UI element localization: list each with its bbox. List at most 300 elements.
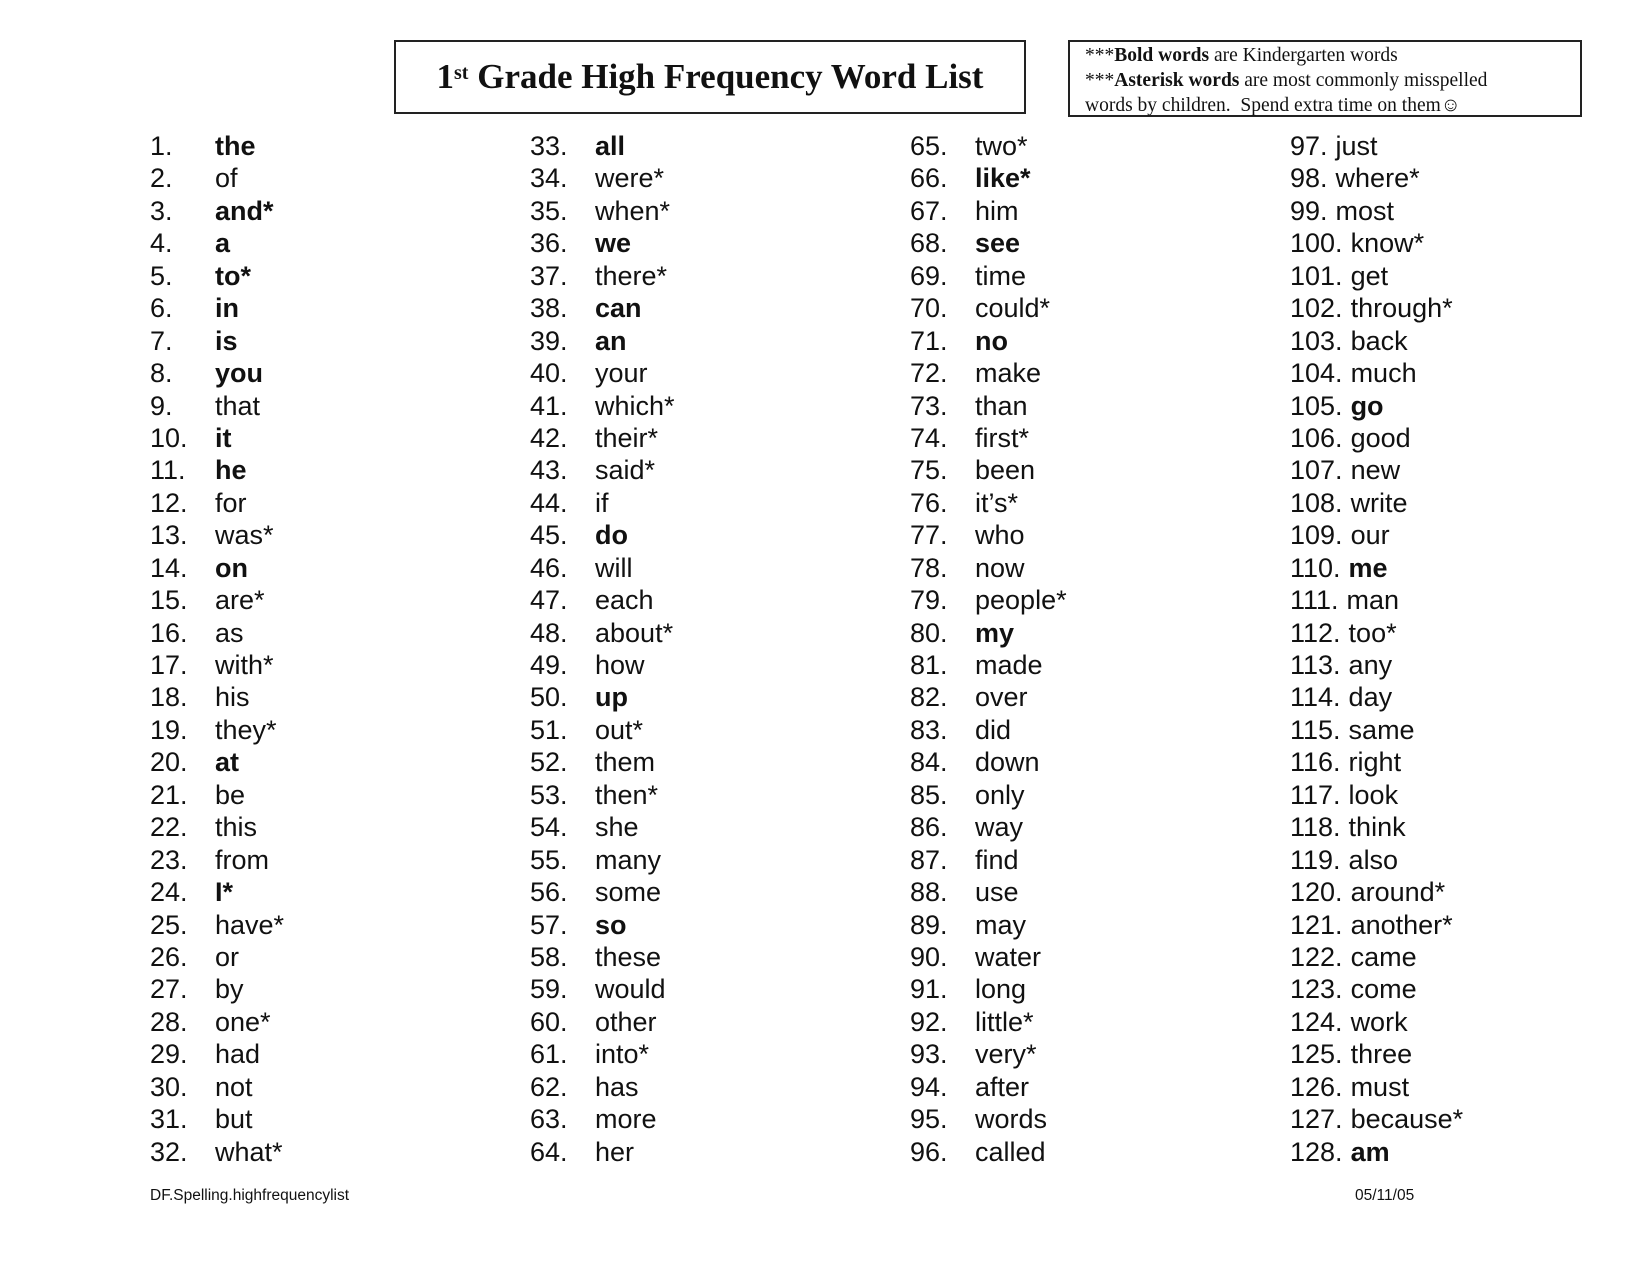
word-text: which* <box>595 390 675 421</box>
word-text: been <box>975 455 1036 486</box>
word-list-item <box>530 487 675 519</box>
word-number: 103. <box>1290 325 1343 356</box>
word-number: 76. <box>910 487 948 518</box>
word-text-bold: go <box>1350 390 1384 421</box>
word-list-item <box>150 552 284 584</box>
word-number: 93. <box>910 1039 948 1070</box>
word-number: 41. <box>530 390 568 421</box>
word-number: 73. <box>910 390 948 421</box>
word-text: them <box>595 747 656 778</box>
word-number: 30. <box>150 1071 188 1102</box>
word-number: 123. <box>1290 974 1343 1005</box>
word-text: too* <box>1348 617 1397 648</box>
word-list-item <box>1290 292 1463 324</box>
word-list-item <box>910 876 1067 908</box>
word-list-item <box>910 811 1067 843</box>
word-list-item <box>150 746 284 778</box>
word-number: 66. <box>910 163 948 194</box>
word-list-item <box>150 519 284 551</box>
word-list-item <box>530 681 675 713</box>
note-line-2-rest: are most commonly misspelled <box>1239 70 1488 91</box>
word-list-item <box>910 390 1067 422</box>
word-text: would <box>595 974 666 1005</box>
word-list-item <box>910 1103 1067 1135</box>
word-text: our <box>1350 520 1390 551</box>
word-text: after <box>975 1071 1030 1102</box>
word-text: only <box>975 779 1025 810</box>
word-list-item <box>530 779 675 811</box>
word-list-item <box>1290 260 1463 292</box>
word-text: now <box>975 552 1025 583</box>
word-text-bold: me <box>1348 552 1388 583</box>
word-list-item <box>910 357 1067 389</box>
word-number: 106. <box>1290 422 1343 453</box>
word-text-bold: up <box>595 682 628 713</box>
word-text: will <box>595 552 633 583</box>
word-text: find <box>975 844 1019 875</box>
word-number: 18. <box>150 682 188 713</box>
word-text-bold: all <box>595 131 626 161</box>
word-list-item <box>1290 681 1463 713</box>
word-text: words <box>975 1104 1048 1135</box>
word-list-item <box>910 909 1067 941</box>
word-list-item <box>1290 1006 1463 1038</box>
word-number: 98. <box>1290 163 1328 194</box>
word-text: have* <box>215 909 285 940</box>
word-text: who <box>975 520 1025 551</box>
word-number: 23. <box>150 844 188 875</box>
word-number: 10. <box>150 422 188 453</box>
word-number: 5. <box>150 260 173 291</box>
word-list-item <box>910 1006 1067 1038</box>
word-list-item <box>1290 390 1463 422</box>
word-list-item <box>150 292 284 324</box>
word-text: come <box>1350 974 1417 1005</box>
word-text-bold: is <box>215 325 238 356</box>
word-list-item <box>150 162 284 194</box>
word-list-item <box>530 909 675 941</box>
word-number: 56. <box>530 877 568 908</box>
word-number: 102. <box>1290 293 1343 324</box>
word-text-bold: a <box>215 228 231 259</box>
word-number: 16. <box>150 617 188 648</box>
word-list-item <box>530 941 675 973</box>
word-text: around* <box>1350 877 1446 908</box>
word-text: through* <box>1350 293 1453 324</box>
word-text: also <box>1348 844 1399 875</box>
word-text: water <box>975 941 1042 972</box>
word-list-item <box>530 227 675 259</box>
word-number: 74. <box>910 422 948 453</box>
word-text: little* <box>975 1006 1034 1037</box>
word-list-item <box>910 422 1067 454</box>
word-text: same <box>1348 714 1415 745</box>
word-list-item <box>1290 227 1463 259</box>
word-text: one* <box>215 1006 271 1037</box>
word-text: but <box>215 1104 253 1135</box>
word-list-item <box>910 746 1067 778</box>
word-number: 70. <box>910 293 948 324</box>
word-number: 1. <box>150 131 173 161</box>
word-number: 65. <box>910 131 948 161</box>
word-list-item <box>1290 422 1463 454</box>
word-list-item <box>1290 714 1463 746</box>
word-text: she <box>595 812 639 843</box>
word-number: 89. <box>910 909 948 940</box>
word-list-item <box>1290 552 1463 584</box>
word-list-item <box>150 422 284 454</box>
word-number: 112. <box>1290 617 1341 648</box>
word-number: 57. <box>530 909 568 940</box>
word-text-bold: so <box>595 909 627 940</box>
word-text-bold: in <box>215 293 239 324</box>
word-number: 46. <box>530 552 568 583</box>
word-number: 50. <box>530 682 568 713</box>
word-list-item <box>1290 746 1463 778</box>
word-number: 84. <box>910 747 948 778</box>
word-number: 48. <box>530 617 568 648</box>
word-text: or <box>215 941 240 972</box>
word-text: day <box>1348 682 1393 713</box>
word-list-item <box>530 1136 675 1168</box>
word-list-item <box>1290 1071 1463 1103</box>
word-number: 12. <box>150 487 188 518</box>
word-text: these <box>595 941 662 972</box>
word-number: 68. <box>910 228 948 259</box>
word-list-item <box>1290 617 1463 649</box>
word-number: 91. <box>910 974 948 1005</box>
word-text: by <box>215 974 244 1005</box>
word-text: much <box>1350 358 1417 389</box>
word-list-item <box>910 130 1067 162</box>
word-text: back <box>1350 325 1408 356</box>
note-line-1-rest: are Kindergarten words <box>1209 45 1398 66</box>
word-text: long <box>975 974 1027 1005</box>
word-list-item <box>150 909 284 941</box>
note-line-3: words by children. Spend extra time on them☺ <box>1085 95 1461 116</box>
word-number: 15. <box>150 585 188 616</box>
note-line-1-bold: Bold words <box>1114 45 1210 66</box>
word-text: another* <box>1350 909 1453 940</box>
word-number: 34. <box>530 163 568 194</box>
word-number: 2. <box>150 163 173 194</box>
word-number: 24. <box>150 877 188 908</box>
word-text: very* <box>975 1039 1037 1070</box>
word-list-item <box>1290 811 1463 843</box>
word-number: 82. <box>910 682 948 713</box>
word-list-item <box>1290 454 1463 486</box>
word-list-item <box>910 292 1067 324</box>
word-number: 127. <box>1290 1104 1343 1135</box>
word-text: their* <box>595 422 659 453</box>
word-text-bold: on <box>215 552 248 583</box>
word-text: each <box>595 585 654 616</box>
word-list-item <box>530 844 675 876</box>
word-list-item <box>1290 1103 1463 1135</box>
word-text: her <box>595 1136 635 1167</box>
word-list-item <box>150 649 284 681</box>
word-text-bold: an <box>595 325 627 356</box>
word-text: get <box>1350 260 1389 291</box>
word-number: 54. <box>530 812 568 843</box>
word-number: 21. <box>150 779 188 810</box>
word-number: 44. <box>530 487 568 518</box>
word-number: 3. <box>150 195 173 226</box>
word-text: many <box>595 844 662 875</box>
word-number: 107. <box>1290 455 1343 486</box>
word-list-item <box>150 390 284 422</box>
word-list-item <box>150 1103 284 1135</box>
word-list-item <box>150 130 284 162</box>
word-list-item <box>1290 130 1463 162</box>
word-text: then* <box>595 779 659 810</box>
word-text: came <box>1350 941 1417 972</box>
word-number: 81. <box>910 650 948 680</box>
word-number: 95. <box>910 1104 948 1135</box>
word-list-item <box>530 1006 675 1038</box>
word-number: 22. <box>150 812 188 843</box>
word-text: are* <box>215 585 265 616</box>
page-title: 1 $^{st}$ Grade High Frequency Word List <box>394 40 1026 114</box>
word-list-item <box>150 844 284 876</box>
word-list-item <box>150 325 284 357</box>
word-text-bold: to* <box>215 260 251 291</box>
word-number: 29. <box>150 1039 188 1070</box>
word-number: 39. <box>530 325 568 356</box>
word-list-item <box>530 649 675 681</box>
word-list-item <box>1290 162 1463 194</box>
word-number: 55. <box>530 844 568 875</box>
word-list-item <box>910 779 1067 811</box>
word-text: where* <box>1335 163 1420 194</box>
word-number: 42. <box>530 422 568 453</box>
word-number: 8. <box>150 358 173 389</box>
word-number: 101. <box>1290 260 1343 291</box>
word-list-item <box>910 519 1067 551</box>
word-number: 116. <box>1290 747 1341 778</box>
word-list-item <box>910 1136 1067 1168</box>
word-text: as <box>215 617 244 648</box>
word-text-bold: the <box>215 131 256 161</box>
word-number: 63. <box>530 1104 568 1135</box>
word-number: 87. <box>910 844 948 875</box>
word-text: must <box>1350 1071 1410 1102</box>
title-prefix: 1 <box>436 57 455 96</box>
word-list-item <box>530 584 675 616</box>
word-text: right <box>1348 747 1402 778</box>
word-text: that <box>215 390 261 421</box>
word-number: 43. <box>530 455 568 486</box>
word-number: 108. <box>1290 487 1343 518</box>
word-number: 90. <box>910 941 948 972</box>
word-text: most <box>1335 195 1395 226</box>
word-number: 36. <box>530 228 568 259</box>
word-list-item <box>150 1038 284 1070</box>
word-list-item <box>910 649 1067 681</box>
word-number: 125. <box>1290 1039 1343 1070</box>
word-text: man <box>1346 585 1400 616</box>
note-line-2-stars: *** <box>1085 70 1115 91</box>
word-number: 27. <box>150 974 188 1005</box>
word-text: with* <box>215 650 274 680</box>
word-list-item <box>530 973 675 1005</box>
word-list-item <box>910 195 1067 227</box>
word-list-item <box>1290 844 1463 876</box>
word-number: 38. <box>530 293 568 324</box>
word-text: some <box>595 877 662 908</box>
word-number: 67. <box>910 195 948 226</box>
word-text: for <box>215 487 247 518</box>
word-number: 40. <box>530 358 568 389</box>
word-text: way <box>975 812 1024 843</box>
word-text: could* <box>975 293 1051 324</box>
word-list-item <box>530 876 675 908</box>
word-number: 7. <box>150 325 173 356</box>
word-number: 75. <box>910 455 948 486</box>
word-list-item <box>530 811 675 843</box>
word-text: said* <box>595 455 656 486</box>
word-text: how <box>595 650 645 680</box>
word-list-item <box>150 260 284 292</box>
title-text: Grade High Frequency Word List <box>468 57 984 96</box>
word-text: may <box>975 909 1027 940</box>
word-list-item <box>150 227 284 259</box>
word-list-item <box>910 941 1067 973</box>
word-text: any <box>1348 650 1393 680</box>
word-number: 26. <box>150 941 188 972</box>
word-number: 128. <box>1290 1136 1343 1167</box>
word-number: 126. <box>1290 1071 1343 1102</box>
word-list-item <box>910 1071 1067 1103</box>
word-text: from <box>215 844 269 875</box>
word-text: had <box>215 1039 261 1070</box>
word-text: if <box>595 487 609 518</box>
word-number: 59. <box>530 974 568 1005</box>
word-list-item <box>910 260 1067 292</box>
word-list-item <box>150 357 284 389</box>
word-text-bold: like* <box>975 163 1031 194</box>
note-line-1-stars: *** <box>1085 45 1115 66</box>
word-list-item <box>530 195 675 227</box>
word-text: they* <box>215 714 277 745</box>
word-list-item <box>910 973 1067 1005</box>
word-number: 4. <box>150 228 173 259</box>
word-list-item <box>150 617 284 649</box>
word-text: use <box>975 877 1019 908</box>
word-text-bold: can <box>595 293 642 324</box>
word-text: called <box>975 1136 1046 1167</box>
word-text-bold: my <box>975 617 1015 648</box>
word-number: 94. <box>910 1071 948 1102</box>
word-text-bold: we <box>595 228 632 259</box>
word-list-item <box>150 1006 284 1038</box>
word-list-item <box>1290 519 1463 551</box>
word-list-item <box>530 292 675 324</box>
word-number: 120. <box>1290 877 1343 908</box>
word-number: 60. <box>530 1006 568 1037</box>
word-text-bold: no <box>975 325 1008 356</box>
word-list-item <box>910 1038 1067 1070</box>
word-text: his <box>215 682 250 713</box>
word-text-bold: he <box>215 455 247 486</box>
word-number: 14. <box>150 552 188 583</box>
word-number: 124. <box>1290 1006 1343 1037</box>
word-text: people* <box>975 585 1067 616</box>
word-text: was* <box>215 520 274 551</box>
word-column-1 <box>150 130 284 1168</box>
word-number: 104. <box>1290 358 1343 389</box>
note-line-2-bold: Asterisk words <box>1114 70 1240 91</box>
word-number: 117. <box>1290 779 1341 810</box>
word-list-item <box>530 454 675 486</box>
word-text: other <box>595 1006 657 1037</box>
word-text: this <box>215 812 258 843</box>
word-text: make <box>975 358 1042 389</box>
word-number: 9. <box>150 390 173 421</box>
word-list-item <box>530 162 675 194</box>
word-list-item <box>150 973 284 1005</box>
word-text: time <box>975 260 1027 291</box>
word-text: not <box>215 1071 253 1102</box>
word-number: 37. <box>530 260 568 291</box>
word-text: more <box>595 1104 657 1135</box>
word-column-4 <box>1290 130 1463 1168</box>
word-number: 88. <box>910 877 948 908</box>
word-list-item <box>150 454 284 486</box>
word-number: 28. <box>150 1006 188 1037</box>
word-list-item <box>150 811 284 843</box>
word-number: 17. <box>150 650 188 680</box>
word-list-item <box>530 519 675 551</box>
word-number: 80. <box>910 617 948 648</box>
word-column-2 <box>530 130 675 1168</box>
word-list-item <box>1290 1038 1463 1070</box>
word-text-bold: you <box>215 358 264 389</box>
word-number: 33. <box>530 131 568 161</box>
word-list-item <box>910 227 1067 259</box>
word-list-item <box>910 162 1067 194</box>
word-text: made <box>975 650 1043 680</box>
word-number: 85. <box>910 779 948 810</box>
word-text: down <box>975 747 1040 778</box>
word-list-item <box>910 714 1067 746</box>
word-text: has <box>595 1071 639 1102</box>
word-list-item <box>1290 1136 1463 1168</box>
word-list-item <box>530 390 675 422</box>
word-text: did <box>975 714 1012 745</box>
word-number: 99. <box>1290 195 1328 226</box>
word-list-item <box>150 779 284 811</box>
word-number: 35. <box>530 195 568 226</box>
word-list-item <box>530 357 675 389</box>
word-number: 20. <box>150 747 188 778</box>
word-list-item <box>910 325 1067 357</box>
word-list-item <box>910 584 1067 616</box>
word-number: 13. <box>150 520 188 551</box>
word-list-item <box>910 552 1067 584</box>
word-list-item <box>530 325 675 357</box>
word-number: 119. <box>1290 844 1341 875</box>
word-text: were* <box>595 163 665 194</box>
word-list-item <box>910 454 1067 486</box>
word-number: 25. <box>150 909 188 940</box>
word-number: 78. <box>910 552 948 583</box>
word-list-item <box>150 941 284 973</box>
word-text: just <box>1335 131 1378 161</box>
word-text: of <box>215 163 238 194</box>
word-list-item <box>1290 584 1463 616</box>
word-text: when* <box>595 195 671 226</box>
